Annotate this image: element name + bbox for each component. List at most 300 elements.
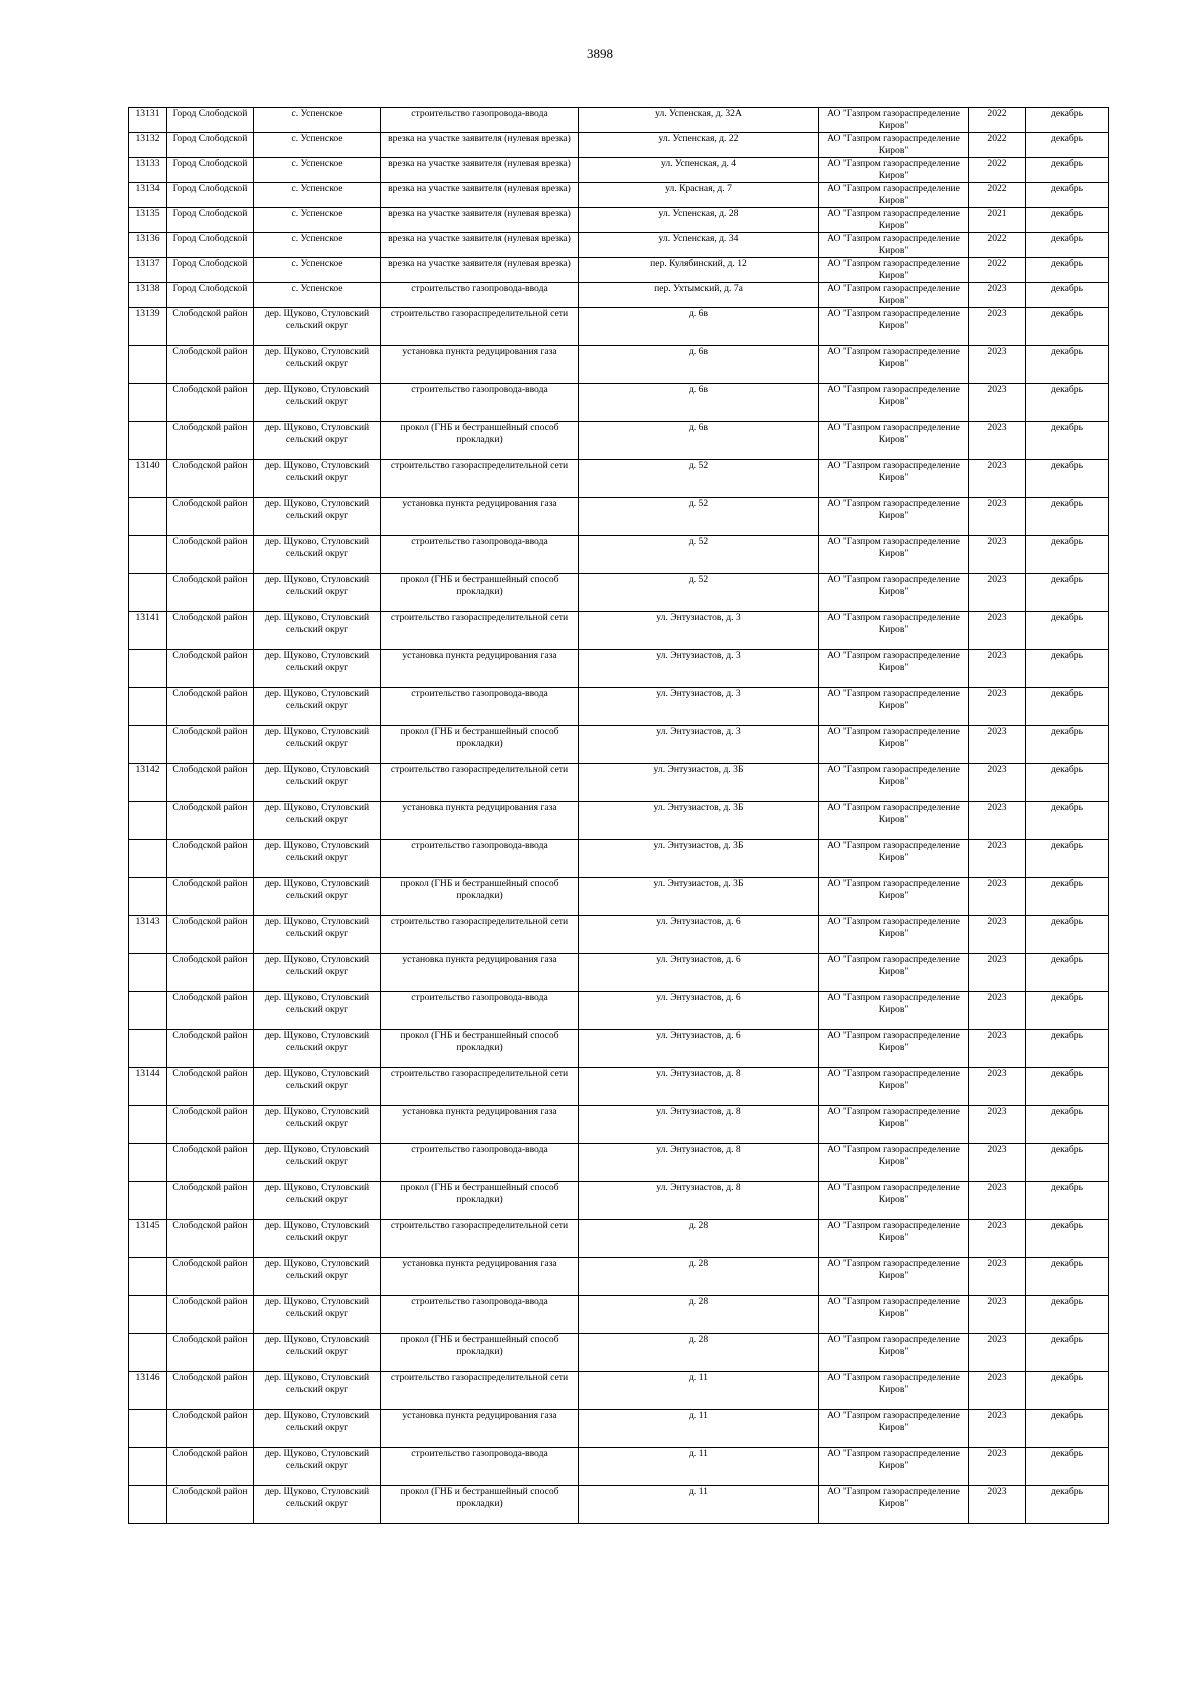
address-cell: ул. Энтузиастов, д. 8	[579, 1106, 819, 1144]
table-row	[129, 1410, 1109, 1448]
table-row	[129, 954, 1109, 992]
organization-cell: АО "Газпром газораспределение Киров"	[819, 346, 969, 384]
year-cell: 2023	[969, 1030, 1026, 1068]
settlement-cell: дер. Щуково, Стуловский сельский округ	[254, 954, 381, 992]
organization-cell: АО "Газпром газораспределение Киров"	[819, 802, 969, 840]
work-type-cell: прокол (ГНБ и бестраншейный способ прокладки)	[381, 1030, 579, 1068]
work-type-cell: прокол (ГНБ и бестраншейный способ прокладки)	[381, 1182, 579, 1220]
year-cell: 2023	[969, 1296, 1026, 1334]
district-cell: Слободской район	[167, 460, 254, 498]
district-cell: Город Слободской	[167, 208, 254, 233]
year-cell: 2023	[969, 1068, 1026, 1106]
table-row	[129, 460, 1109, 498]
settlement-cell: с. Успенское	[254, 183, 381, 208]
settlement-cell: дер. Щуково, Стуловский сельский округ	[254, 1448, 381, 1486]
settlement-cell: с. Успенское	[254, 133, 381, 158]
work-type-cell: строительство газораспределительной сети	[381, 1220, 579, 1258]
settlement-cell: дер. Щуково, Стуловский сельский округ	[254, 1220, 381, 1258]
district-cell: Город Слободской	[167, 133, 254, 158]
table-row	[129, 688, 1109, 726]
month-cell: декабрь	[1026, 536, 1109, 574]
month-cell: декабрь	[1026, 1258, 1109, 1296]
row-number	[129, 1144, 167, 1182]
table-row	[129, 233, 1109, 258]
district-cell: Слободской район	[167, 688, 254, 726]
settlement-cell: дер. Щуково, Стуловский сельский округ	[254, 802, 381, 840]
organization-cell: АО "Газпром газораспределение Киров"	[819, 1258, 969, 1296]
row-number: 13132	[129, 133, 167, 158]
address-cell: д. 6в	[579, 384, 819, 422]
table-row	[129, 1068, 1109, 1106]
work-type-cell: строительство газопровода-ввода	[381, 1296, 579, 1334]
month-cell: декабрь	[1026, 258, 1109, 283]
address-cell: д. 52	[579, 460, 819, 498]
organization-cell: АО "Газпром газораспределение Киров"	[819, 1030, 969, 1068]
organization-cell: АО "Газпром газораспределение Киров"	[819, 422, 969, 460]
address-cell: д. 28	[579, 1334, 819, 1372]
organization-cell: АО "Газпром газораспределение Киров"	[819, 574, 969, 612]
settlement-cell: с. Успенское	[254, 208, 381, 233]
organization-cell: АО "Газпром газораспределение Киров"	[819, 208, 969, 233]
settlement-cell: дер. Щуково, Стуловский сельский округ	[254, 1334, 381, 1372]
table-row	[129, 1486, 1109, 1524]
row-number	[129, 384, 167, 422]
year-cell: 2023	[969, 1220, 1026, 1258]
settlement-cell: дер. Щуково, Стуловский сельский округ	[254, 574, 381, 612]
month-cell: декабрь	[1026, 1182, 1109, 1220]
organization-cell: АО "Газпром газораспределение Киров"	[819, 1296, 969, 1334]
table-row	[129, 208, 1109, 233]
month-cell: декабрь	[1026, 346, 1109, 384]
year-cell: 2023	[969, 916, 1026, 954]
year-cell: 2023	[969, 802, 1026, 840]
table-row	[129, 158, 1109, 183]
district-cell: Слободской район	[167, 1106, 254, 1144]
year-cell: 2023	[969, 1334, 1026, 1372]
district-cell: Слободской район	[167, 1372, 254, 1410]
settlement-cell: дер. Щуково, Стуловский сельский округ	[254, 878, 381, 916]
work-type-cell: врезка на участке заявителя (нулевая врезка)	[381, 233, 579, 258]
year-cell: 2023	[969, 612, 1026, 650]
year-cell: 2023	[969, 650, 1026, 688]
work-type-cell: строительство газораспределительной сети	[381, 764, 579, 802]
district-cell: Слободской район	[167, 802, 254, 840]
address-cell: ул. Энтузиастов, д. 3Б	[579, 802, 819, 840]
district-cell: Слободской район	[167, 1486, 254, 1524]
district-cell: Слободской район	[167, 346, 254, 384]
table-row	[129, 384, 1109, 422]
settlement-cell: с. Успенское	[254, 283, 381, 308]
organization-cell: АО "Газпром газораспределение Киров"	[819, 460, 969, 498]
year-cell: 2022	[969, 258, 1026, 283]
settlement-cell: дер. Щуково, Стуловский сельский округ	[254, 1372, 381, 1410]
table-row	[129, 183, 1109, 208]
row-number	[129, 1486, 167, 1524]
settlement-cell: с. Успенское	[254, 258, 381, 283]
address-cell: ул. Энтузиастов, д. 6	[579, 1030, 819, 1068]
address-cell: д. 6в	[579, 422, 819, 460]
organization-cell: АО "Газпром газораспределение Киров"	[819, 108, 969, 133]
year-cell: 2021	[969, 208, 1026, 233]
table-row	[129, 1372, 1109, 1410]
month-cell: декабрь	[1026, 183, 1109, 208]
row-number	[129, 878, 167, 916]
month-cell: декабрь	[1026, 308, 1109, 346]
table-row	[129, 536, 1109, 574]
month-cell: декабрь	[1026, 1296, 1109, 1334]
work-type-cell: установка пункта редуцирования газа	[381, 954, 579, 992]
settlement-cell: дер. Щуково, Стуловский сельский округ	[254, 612, 381, 650]
table-row	[129, 1220, 1109, 1258]
settlement-cell: дер. Щуково, Стуловский сельский округ	[254, 1296, 381, 1334]
month-cell: декабрь	[1026, 802, 1109, 840]
organization-cell: АО "Газпром газораспределение Киров"	[819, 1144, 969, 1182]
month-cell: декабрь	[1026, 840, 1109, 878]
month-cell: декабрь	[1026, 460, 1109, 498]
address-cell: ул. Энтузиастов, д. 8	[579, 1068, 819, 1106]
row-number	[129, 992, 167, 1030]
table-row	[129, 1106, 1109, 1144]
organization-cell: АО "Газпром газораспределение Киров"	[819, 1334, 969, 1372]
row-number: 13135	[129, 208, 167, 233]
row-number	[129, 422, 167, 460]
year-cell: 2023	[969, 992, 1026, 1030]
year-cell: 2023	[969, 283, 1026, 308]
address-cell: ул. Энтузиастов, д. 3	[579, 688, 819, 726]
month-cell: декабрь	[1026, 1030, 1109, 1068]
month-cell: декабрь	[1026, 726, 1109, 764]
year-cell: 2022	[969, 158, 1026, 183]
district-cell: Слободской район	[167, 1030, 254, 1068]
address-cell: ул. Энтузиастов, д. 6	[579, 916, 819, 954]
address-cell: ул. Успенская, д. 34	[579, 233, 819, 258]
settlement-cell: дер. Щуково, Стуловский сельский округ	[254, 992, 381, 1030]
table-row	[129, 1144, 1109, 1182]
row-number: 13131	[129, 108, 167, 133]
district-cell: Слободской район	[167, 1296, 254, 1334]
district-cell: Город Слободской	[167, 158, 254, 183]
address-cell: ул. Энтузиастов, д. 6	[579, 954, 819, 992]
row-number: 13138	[129, 283, 167, 308]
table-row	[129, 574, 1109, 612]
organization-cell: АО "Газпром газораспределение Киров"	[819, 878, 969, 916]
work-type-cell: врезка на участке заявителя (нулевая врезка)	[381, 158, 579, 183]
row-number	[129, 1334, 167, 1372]
organization-cell: АО "Газпром газораспределение Киров"	[819, 498, 969, 536]
district-cell: Слободской район	[167, 764, 254, 802]
settlement-cell: дер. Щуково, Стуловский сельский округ	[254, 840, 381, 878]
month-cell: декабрь	[1026, 1220, 1109, 1258]
year-cell: 2023	[969, 1410, 1026, 1448]
settlement-cell: дер. Щуково, Стуловский сельский округ	[254, 688, 381, 726]
district-cell: Слободской район	[167, 1068, 254, 1106]
row-number	[129, 802, 167, 840]
settlement-cell: дер. Щуково, Стуловский сельский округ	[254, 1030, 381, 1068]
year-cell: 2023	[969, 954, 1026, 992]
row-number	[129, 346, 167, 384]
address-cell: ул. Успенская, д. 28	[579, 208, 819, 233]
organization-cell: АО "Газпром газораспределение Киров"	[819, 1068, 969, 1106]
address-cell: ул. Энтузиастов, д. 3Б	[579, 840, 819, 878]
row-number: 13133	[129, 158, 167, 183]
year-cell: 2023	[969, 1486, 1026, 1524]
row-number	[129, 1030, 167, 1068]
month-cell: декабрь	[1026, 158, 1109, 183]
row-number: 13145	[129, 1220, 167, 1258]
settlement-cell: дер. Щуково, Стуловский сельский округ	[254, 1258, 381, 1296]
row-number: 13142	[129, 764, 167, 802]
year-cell: 2023	[969, 764, 1026, 802]
work-type-cell: врезка на участке заявителя (нулевая врезка)	[381, 133, 579, 158]
work-type-cell: строительство газопровода-ввода	[381, 108, 579, 133]
settlement-cell: дер. Щуково, Стуловский сельский округ	[254, 308, 381, 346]
district-cell: Город Слободской	[167, 283, 254, 308]
address-cell: ул. Энтузиастов, д. 3Б	[579, 764, 819, 802]
work-type-cell: установка пункта редуцирования газа	[381, 1106, 579, 1144]
address-cell: д. 28	[579, 1220, 819, 1258]
row-number: 13143	[129, 916, 167, 954]
work-type-cell: строительство газораспределительной сети	[381, 308, 579, 346]
month-cell: декабрь	[1026, 1486, 1109, 1524]
settlement-cell: дер. Щуково, Стуловский сельский округ	[254, 1068, 381, 1106]
month-cell: декабрь	[1026, 108, 1109, 133]
work-type-cell: строительство газораспределительной сети	[381, 612, 579, 650]
work-type-cell: прокол (ГНБ и бестраншейный способ прокладки)	[381, 1486, 579, 1524]
organization-cell: АО "Газпром газораспределение Киров"	[819, 650, 969, 688]
work-type-cell: строительство газораспределительной сети	[381, 1068, 579, 1106]
work-type-cell: строительство газораспределительной сети	[381, 460, 579, 498]
row-number	[129, 1182, 167, 1220]
settlement-cell: дер. Щуково, Стуловский сельский округ	[254, 916, 381, 954]
table-row	[129, 1448, 1109, 1486]
row-number	[129, 726, 167, 764]
row-number: 13136	[129, 233, 167, 258]
work-type-cell: врезка на участке заявителя (нулевая врезка)	[381, 208, 579, 233]
address-cell: д. 52	[579, 498, 819, 536]
row-number: 13141	[129, 612, 167, 650]
year-cell: 2023	[969, 346, 1026, 384]
table-row	[129, 992, 1109, 1030]
work-type-cell: строительство газораспределительной сети	[381, 1372, 579, 1410]
month-cell: декабрь	[1026, 133, 1109, 158]
work-type-cell: строительство газопровода-ввода	[381, 688, 579, 726]
organization-cell: АО "Газпром газораспределение Киров"	[819, 1182, 969, 1220]
address-cell: ул. Энтузиастов, д. 8	[579, 1182, 819, 1220]
month-cell: декабрь	[1026, 1448, 1109, 1486]
year-cell: 2023	[969, 498, 1026, 536]
row-number	[129, 1448, 167, 1486]
organization-cell: АО "Газпром газораспределение Киров"	[819, 1410, 969, 1448]
work-type-cell: строительство газопровода-ввода	[381, 1448, 579, 1486]
organization-cell: АО "Газпром газораспределение Киров"	[819, 840, 969, 878]
address-cell: д. 6в	[579, 308, 819, 346]
organization-cell: АО "Газпром газораспределение Киров"	[819, 992, 969, 1030]
address-cell: ул. Энтузиастов, д. 3	[579, 726, 819, 764]
work-type-cell: врезка на участке заявителя (нулевая врезка)	[381, 258, 579, 283]
settlement-cell: с. Успенское	[254, 233, 381, 258]
table-row	[129, 283, 1109, 308]
organization-cell: АО "Газпром газораспределение Киров"	[819, 916, 969, 954]
table-row	[129, 612, 1109, 650]
month-cell: декабрь	[1026, 878, 1109, 916]
year-cell: 2022	[969, 108, 1026, 133]
address-cell: ул. Успенская, д. 4	[579, 158, 819, 183]
row-number: 13146	[129, 1372, 167, 1410]
address-cell: ул. Красная, д. 7	[579, 183, 819, 208]
table-row	[129, 1258, 1109, 1296]
settlement-cell: дер. Щуково, Стуловский сельский округ	[254, 460, 381, 498]
row-number	[129, 1296, 167, 1334]
organization-cell: АО "Газпром газораспределение Киров"	[819, 283, 969, 308]
table-row	[129, 1030, 1109, 1068]
district-cell: Слободской район	[167, 1448, 254, 1486]
district-cell: Слободской район	[167, 384, 254, 422]
organization-cell: АО "Газпром газораспределение Киров"	[819, 612, 969, 650]
organization-cell: АО "Газпром газораспределение Киров"	[819, 183, 969, 208]
year-cell: 2023	[969, 536, 1026, 574]
district-cell: Слободской район	[167, 1258, 254, 1296]
address-cell: д. 11	[579, 1448, 819, 1486]
settlement-cell: дер. Щуково, Стуловский сельский округ	[254, 346, 381, 384]
address-cell: ул. Энтузиастов, д. 6	[579, 992, 819, 1030]
row-number: 13140	[129, 460, 167, 498]
work-type-cell: прокол (ГНБ и бестраншейный способ прокладки)	[381, 726, 579, 764]
organization-cell: АО "Газпром газораспределение Киров"	[819, 258, 969, 283]
work-type-cell: установка пункта редуцирования газа	[381, 1410, 579, 1448]
work-type-cell: строительство газопровода-ввода	[381, 536, 579, 574]
settlement-cell: дер. Щуково, Стуловский сельский округ	[254, 764, 381, 802]
month-cell: декабрь	[1026, 612, 1109, 650]
year-cell: 2023	[969, 384, 1026, 422]
district-cell: Слободской район	[167, 498, 254, 536]
organization-cell: АО "Газпром газораспределение Киров"	[819, 764, 969, 802]
year-cell: 2023	[969, 1106, 1026, 1144]
month-cell: декабрь	[1026, 422, 1109, 460]
district-cell: Слободской район	[167, 878, 254, 916]
address-cell: пер. Кулябинский, д. 12	[579, 258, 819, 283]
work-type-cell: прокол (ГНБ и бестраншейный способ прокладки)	[381, 574, 579, 612]
address-cell: д. 11	[579, 1486, 819, 1524]
row-number	[129, 1106, 167, 1144]
organization-cell: АО "Газпром газораспределение Киров"	[819, 384, 969, 422]
work-type-cell: врезка на участке заявителя (нулевая врезка)	[381, 183, 579, 208]
month-cell: декабрь	[1026, 992, 1109, 1030]
organization-cell: АО "Газпром газораспределение Киров"	[819, 1220, 969, 1258]
settlement-cell: дер. Щуково, Стуловский сельский округ	[254, 536, 381, 574]
row-number	[129, 498, 167, 536]
work-type-cell: строительство газопровода-ввода	[381, 1144, 579, 1182]
month-cell: декабрь	[1026, 498, 1109, 536]
district-cell: Слободской район	[167, 612, 254, 650]
settlement-cell: дер. Щуково, Стуловский сельский округ	[254, 1182, 381, 1220]
organization-cell: АО "Газпром газораспределение Киров"	[819, 726, 969, 764]
table-row	[129, 650, 1109, 688]
district-cell: Слободской район	[167, 840, 254, 878]
address-cell: ул. Энтузиастов, д. 3Б	[579, 878, 819, 916]
month-cell: декабрь	[1026, 650, 1109, 688]
year-cell: 2023	[969, 422, 1026, 460]
organization-cell: АО "Газпром газораспределение Киров"	[819, 308, 969, 346]
table-row	[129, 308, 1109, 346]
district-cell: Слободской район	[167, 992, 254, 1030]
month-cell: декабрь	[1026, 208, 1109, 233]
settlement-cell: дер. Щуково, Стуловский сельский округ	[254, 1144, 381, 1182]
work-type-cell: установка пункта редуцирования газа	[381, 346, 579, 384]
month-cell: декабрь	[1026, 1144, 1109, 1182]
district-cell: Слободской район	[167, 1410, 254, 1448]
organization-cell: АО "Газпром газораспределение Киров"	[819, 536, 969, 574]
organization-cell: АО "Газпром газораспределение Киров"	[819, 954, 969, 992]
year-cell: 2023	[969, 1448, 1026, 1486]
district-cell: Город Слободской	[167, 233, 254, 258]
settlement-cell: дер. Щуково, Стуловский сельский округ	[254, 422, 381, 460]
month-cell: декабрь	[1026, 1068, 1109, 1106]
row-number: 13144	[129, 1068, 167, 1106]
work-type-cell: строительство газораспределительной сети	[381, 916, 579, 954]
month-cell: декабрь	[1026, 283, 1109, 308]
row-number	[129, 688, 167, 726]
row-number	[129, 1258, 167, 1296]
month-cell: декабрь	[1026, 1410, 1109, 1448]
row-number	[129, 1410, 167, 1448]
settlement-cell: дер. Щуково, Стуловский сельский округ	[254, 384, 381, 422]
row-number: 13139	[129, 308, 167, 346]
month-cell: декабрь	[1026, 384, 1109, 422]
district-cell: Город Слободской	[167, 183, 254, 208]
address-cell: пер. Ухтымский, д. 7а	[579, 283, 819, 308]
year-cell: 2023	[969, 460, 1026, 498]
month-cell: декабрь	[1026, 1372, 1109, 1410]
work-type-cell: установка пункта редуцирования газа	[381, 650, 579, 688]
year-cell: 2023	[969, 1182, 1026, 1220]
year-cell: 2023	[969, 1144, 1026, 1182]
address-cell: д. 52	[579, 536, 819, 574]
table-row	[129, 133, 1109, 158]
month-cell: декабрь	[1026, 764, 1109, 802]
month-cell: декабрь	[1026, 1106, 1109, 1144]
district-cell: Слободской район	[167, 650, 254, 688]
work-type-cell: строительство газопровода-ввода	[381, 992, 579, 1030]
month-cell: декабрь	[1026, 1334, 1109, 1372]
work-type-cell: прокол (ГНБ и бестраншейный способ прокладки)	[381, 422, 579, 460]
page-number: 3898	[587, 46, 613, 61]
address-cell: д. 11	[579, 1410, 819, 1448]
address-cell: ул. Успенская, д. 22	[579, 133, 819, 158]
month-cell: декабрь	[1026, 954, 1109, 992]
settlement-cell: дер. Щуково, Стуловский сельский округ	[254, 650, 381, 688]
district-cell: Слободской район	[167, 1144, 254, 1182]
district-cell: Слободской район	[167, 1220, 254, 1258]
settlement-cell: с. Успенское	[254, 158, 381, 183]
year-cell: 2023	[969, 1258, 1026, 1296]
work-type-cell: прокол (ГНБ и бестраншейный способ прокладки)	[381, 878, 579, 916]
year-cell: 2023	[969, 688, 1026, 726]
year-cell: 2023	[969, 574, 1026, 612]
work-type-cell: строительство газопровода-ввода	[381, 283, 579, 308]
organization-cell: АО "Газпром газораспределение Киров"	[819, 158, 969, 183]
settlement-cell: дер. Щуково, Стуловский сельский округ	[254, 1106, 381, 1144]
table-row	[129, 498, 1109, 536]
year-cell: 2023	[969, 726, 1026, 764]
district-cell: Слободской район	[167, 536, 254, 574]
district-cell: Слободской район	[167, 422, 254, 460]
table-row	[129, 1296, 1109, 1334]
year-cell: 2023	[969, 878, 1026, 916]
row-number	[129, 954, 167, 992]
month-cell: декабрь	[1026, 233, 1109, 258]
organization-cell: АО "Газпром газораспределение Киров"	[819, 1486, 969, 1524]
work-type-cell: строительство газопровода-ввода	[381, 840, 579, 878]
